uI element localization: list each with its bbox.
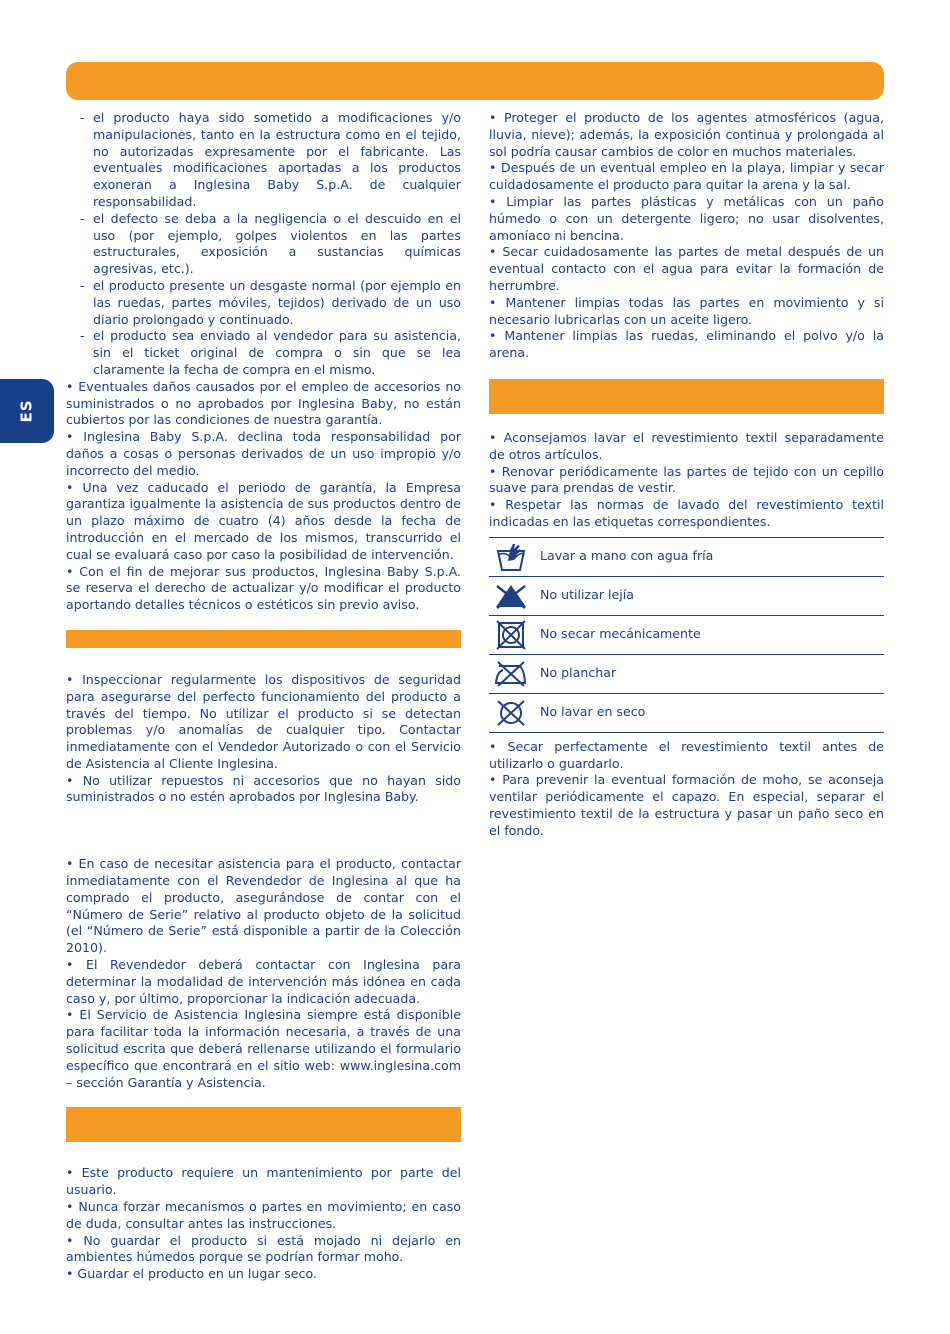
list-item: - el producto presente un desgaste normal (por ejemplo en las ruedas, partes móviles, tejidos) derivado de un uso diario prolongado y continuado.: [80, 277, 461, 327]
list-item: • Después de un eventual empleo en la playa, limpiar y secar cuidadosamente el producto para quitar la arena y la sal.: [489, 160, 884, 193]
wash-symbol-label: No utilizar lejía: [540, 587, 635, 603]
list-item: • Para prevenir la eventual formación de moho, se aconseja ventilar periódicamente el capazo. En especial, separar el revestimiento textil de la estructura y pasar un paño seco en el fondo.: [489, 772, 884, 838]
list-item: • Secar cuidadosamente las partes de metal después de un eventual contacto con el agua para evitar la formación de herrumbre.: [489, 244, 884, 293]
list-item: • Secar perfectamente el revestimiento textil antes de utilizarlo o guardarlo.: [489, 738, 884, 771]
warranty-bullets: [66, 379, 461, 614]
list-item: • Proteger el producto de los agentes atmosféricos (agua, lluvia, nieve); además, la exposición continua y prolongada al sol podría causar cambios de color en muchos materiales.: [489, 110, 884, 159]
list-item: • Limpiar las partes plásticas y metálicas con un paño húmedo o con un detergente ligero; no usar disolventes, amoníaco ni bencina.: [489, 193, 884, 243]
textile-section-bar: [489, 379, 884, 414]
list-item: • Inglesina Baby S.p.A. declina toda responsabilidad por daños a cosas o personas derivados de un uso impropio y/o incorrecto del medio.: [66, 429, 461, 478]
drying-bullets: [489, 739, 884, 840]
list-item: • No utilizar repuestos ni accesorios que no hayan sido suministrados o no estén aprobados por Inglesina Baby.: [66, 772, 461, 805]
no-tumble-dry-icon: [489, 617, 533, 653]
list-item: • Respetar las normas de lavado del revestimiento textil indicadas en las etiquetas correspondientes.: [489, 497, 884, 529]
no-dry-clean-icon: [489, 695, 533, 731]
list-item: • Mantener limpias las ruedas, eliminando el polvo y/o la arena.: [489, 328, 884, 361]
wash-symbols-table: [489, 537, 884, 733]
list-item: • Con el fin de mejorar sus productos, Inglesina Baby S.p.A. se reserva el derecho de actualizar y/o modificar el producto aportando detalles técnicos o estéticos sin previo aviso.: [66, 563, 461, 613]
wash-symbol-label: No planchar: [540, 665, 617, 681]
list-item: • Nunca forzar mecanismos o partes en movimiento; en caso de duda, consultar antes las instrucciones.: [66, 1199, 461, 1231]
list-item: • Guardar el producto en un lugar seco.: [66, 1266, 317, 1282]
hand-wash-icon: [489, 539, 533, 575]
wash-symbol-row: [489, 694, 884, 733]
list-item: • Este producto requiere un mantenimiento por parte del usuario.: [66, 1165, 461, 1198]
list-item: • Renovar periódicamente las partes de tejido con un cepillo suave para prendas de vestir.: [489, 463, 884, 496]
safety-section-bar: [66, 630, 461, 648]
wash-symbol-row: [489, 577, 884, 616]
wash-symbol-row: [489, 616, 884, 655]
top-header-bar: [66, 62, 884, 100]
list-item: • No guardar el producto si está mojado ni dejarlo en ambientes húmedos porque se podrían formar moho.: [66, 1232, 461, 1265]
list-item: • Aconsejamos lavar el revestimiento textil separadamente de otros artículos.: [489, 429, 884, 462]
list-item: - el producto haya sido sometido a modificaciones y/o manipulaciones, tanto en la estructura como en el tejido, no autorizadas expresamente por el fabricante. Las eventuales modificaciones aportadas a los productos exoneran a Inglesina Baby S.p.A. de cualquier responsabilidad.: [80, 110, 461, 209]
list-item: - el producto sea enviado al vendedor para su asistencia, sin el ticket original de compra o sin que se lea claramente la fecha de compra en el mismo.: [80, 328, 461, 377]
no-bleach-icon: [489, 578, 533, 614]
list-item: • Eventuales daños causados por el empleo de accesorios no suministrados o no aprobados por Inglesina Baby, no están cubiertos por las condiciones de nuestra garantía.: [66, 378, 461, 428]
list-item: • Una vez caducado el periodo de garantía, la Empresa garantiza igualmente la asistencia de sus productos dentro de un plazo máximo de cuatro (4) años desde la fecha de introducción en el mercado de los mismos, transcurrido el cual se evaluará caso por caso la posibilidad de intervención.: [66, 479, 461, 562]
wash-symbol-label: Lavar a mano con agua fría: [540, 548, 714, 564]
no-iron-icon: [489, 656, 533, 692]
list-item: - el defecto se deba a la negligencia o el descuido en el uso (por ejemplo, golpes violentos en las partes estructurales, exposición a sustancias químicas agresivas, etc.).: [80, 210, 461, 277]
maintenance-section-bar: [66, 1107, 461, 1142]
right-column: [489, 110, 884, 840]
assistance-bullets: [66, 856, 461, 1091]
wash-symbol-label: No secar mecánicamente: [540, 626, 701, 642]
care-bullets: [489, 110, 884, 362]
language-tab: [0, 379, 54, 443]
left-column: [66, 110, 461, 1283]
list-item: • Inspeccionar regularmente los dispositivos de seguridad para asegurarse del perfecto funcionamiento del producto a través del tiempo. No utilizar el producto si se detectan problemas y/o anomalías de cualquier tipo. Contactar inmediatamente con el Vendedor Autorizado o con el Servicio de Asistencia al Cliente Inglesina.: [66, 671, 461, 771]
list-item: • El Revendedor deberá contactar con Inglesina para determinar la modalidad de intervención más idónea en cada caso y, por último, proporcionar la indicación adecuada.: [66, 957, 461, 1006]
list-item: • El Servicio de Asistencia Inglesina siempre está disponible para facilitar toda la información necesaria, a través de una solicitud escrita que deberá rellenarse utilizando el formulario específico que encontrará en el sitio web: www.inglesina.com – sección Garantía y Asistencia.: [66, 1007, 461, 1090]
list-item: • Mantener limpias todas las partes en movimiento y si necesario lubricarlas con un aceite ligero.: [489, 294, 884, 327]
maintenance-bullets: [66, 1165, 461, 1283]
list-item: • En caso de necesitar asistencia para el producto, contactar inmediatamente con el Revendedor de Inglesina al que ha comprado el producto, asegurándose de contar con el “Número de Serie” relativo al producto objeto de la solicitud (el “Número de Serie” está disponible a partir de la Colección 2010).: [66, 856, 461, 956]
language-tab-label: ES: [17, 399, 36, 423]
safety-bullets: [66, 672, 461, 806]
warranty-exclusions-list: [66, 110, 461, 379]
textile-bullets: [489, 430, 884, 531]
wash-symbol-row: [489, 537, 884, 577]
wash-symbol-label: No lavar en seco: [540, 704, 646, 720]
wash-symbol-row: [489, 655, 884, 694]
